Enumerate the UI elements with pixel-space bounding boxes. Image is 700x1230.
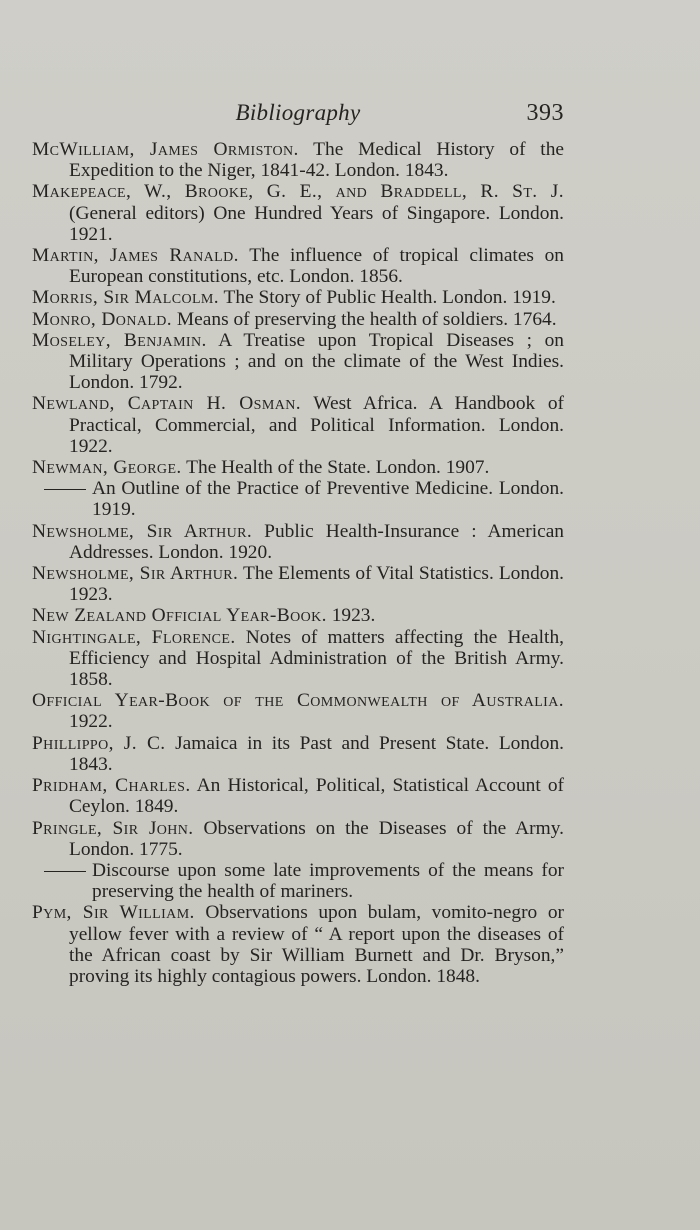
bibliography-entry	[32, 330, 564, 394]
bibliography-entry	[32, 902, 564, 987]
entry-author: Moseley, Benjamin.	[32, 329, 207, 351]
entry-text: The Elements of Vital Statistics. London. 1923.	[69, 563, 565, 606]
entry-text: The influence of tropical climates on European constitutions, etc. London. 1856.	[69, 245, 564, 288]
entry-author: Pridham, Charles.	[32, 775, 191, 797]
entry-author: Newman, George.	[32, 457, 182, 479]
entry-text: Means of preserving the health of soldiers. 1764.	[176, 308, 557, 330]
entry-text: Discourse upon some late improvements of the means for preserving the health of mariners.	[92, 859, 564, 903]
bibliography-entry	[32, 521, 564, 563]
entry-author: Makepeace, W., Brooke, G. E., and Braddell, R. St. J.	[32, 181, 564, 203]
page-number: 393	[526, 100, 564, 126]
bibliography-entry	[32, 245, 564, 287]
entry-text: Observations on the Diseases of the Army. London. 1775.	[69, 817, 564, 860]
entry-text: Public Health-Insurance : American Addresses. London. 1920.	[69, 520, 565, 563]
entry-author: New Zealand Official Year-Book.	[32, 605, 327, 627]
entry-author: Morris, Sir Malcolm.	[32, 287, 220, 309]
bibliography-entry	[32, 393, 564, 457]
running-head: Bibliography	[235, 100, 361, 125]
bibliography-entry	[32, 818, 564, 860]
entry-author: Newland, Captain H. Osman.	[32, 393, 301, 415]
bibliography-entry	[32, 627, 564, 691]
entry-author: Newsholme, Sir Arthur.	[32, 520, 253, 542]
entry-text: (General editors) One Hundred Years of Singapore. London. 1921.	[69, 202, 564, 245]
ditto-dash	[44, 871, 86, 872]
bibliography-entry	[32, 139, 564, 181]
entry-author: Martin, James Ranald.	[32, 245, 239, 267]
entry-text: 1923.	[331, 605, 376, 627]
entry-author: McWilliam, James Ormiston.	[32, 139, 299, 160]
entry-text: The Medical History of the Expedition to the Niger, 1841-42. London. 1843.	[69, 139, 564, 182]
bibliography-entry	[32, 457, 564, 478]
bibliography-entry	[32, 733, 564, 775]
bibliography-entry	[32, 605, 564, 626]
bibliography-entry	[32, 478, 564, 520]
entry-text: 1922.	[69, 711, 113, 733]
entry-text: Notes of matters affecting the Health, Efficiency and Hospital Administration of the British Army. 1858.	[69, 626, 564, 691]
bibliography-entry	[32, 690, 564, 732]
entry-author: Official Year-Book of the Commonwealth of Australia.	[32, 690, 564, 712]
entry-text: An Outline of the Practice of Preventive Medicine. London. 1919.	[92, 478, 564, 521]
entry-text: An Historical, Political, Statistical Account of Ceylon. 1849.	[69, 775, 564, 818]
bibliography-list	[32, 139, 564, 987]
entry-text: The Health of the State. London. 1907.	[186, 457, 490, 479]
page-header	[32, 100, 564, 132]
bibliography-entry	[32, 860, 564, 902]
entry-text: The Story of Public Health. London. 1919.	[223, 287, 556, 309]
entry-author: Phillippo, J. C.	[32, 732, 166, 754]
entry-text: Observations upon bulam, vomito-negro or yellow fever with a review of “ A report upon the diseases of the African coast by Sir William Burnett and Dr. Bryson,” proving its highly contagious powers. London. 1848.	[69, 902, 564, 987]
entry-author: Pringle, Sir John.	[32, 817, 194, 839]
entry-author: Nightingale, Florence.	[32, 626, 236, 648]
entry-text: A Treatise upon Tropical Diseases ; on Military Operations ; and on the climate of the West Indies. London. 1792.	[69, 329, 564, 394]
bibliography-entry	[32, 775, 564, 817]
entry-text: West Africa. A Handbook of Practical, Commercial, and Political Information. London. 1922.	[69, 393, 564, 457]
bibliography-entry	[32, 563, 564, 605]
entry-author: Pym, Sir William.	[32, 902, 195, 924]
bibliography-entry	[32, 181, 564, 245]
ditto-dash	[44, 489, 86, 490]
bibliography-entry	[32, 287, 564, 308]
entry-author: Newsholme, Sir Arthur.	[32, 563, 239, 585]
entry-text: Jamaica in its Past and Present State. London. 1843.	[69, 732, 564, 775]
bibliography-entry	[32, 309, 564, 330]
entry-author: Monro, Donald.	[32, 308, 173, 330]
